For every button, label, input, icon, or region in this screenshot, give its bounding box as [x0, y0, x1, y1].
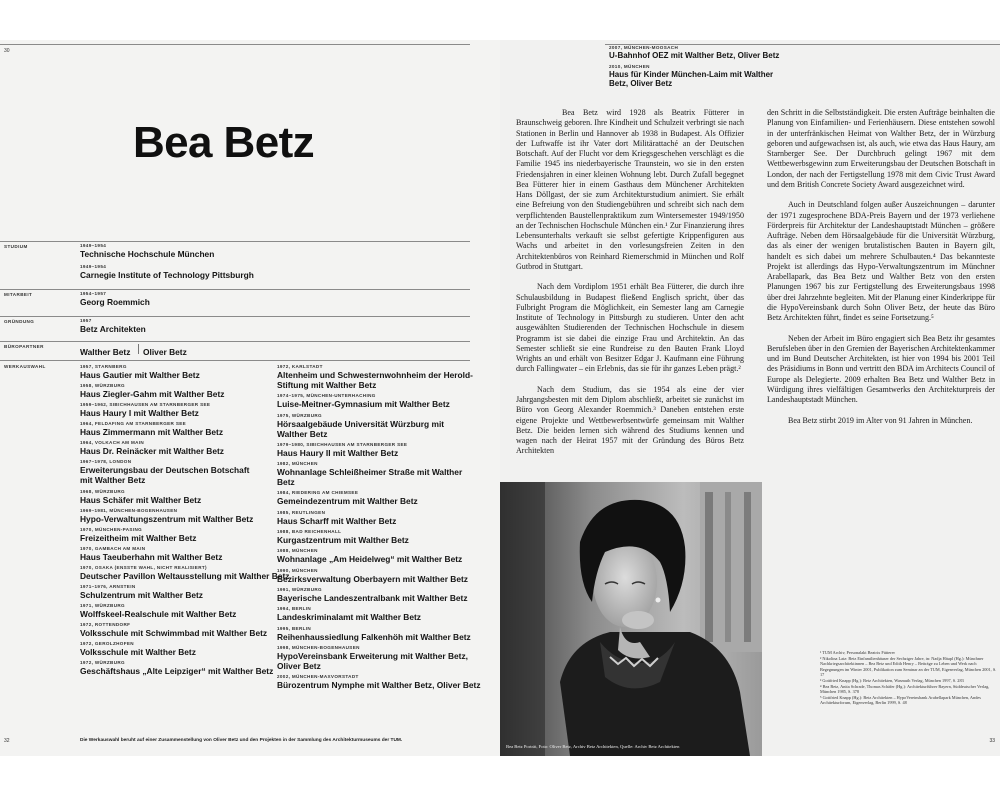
- work-item: [80, 584, 278, 600]
- work-title: Deutscher Pavillon Weltausstellung mit Walther Betz: [80, 570, 290, 581]
- work-item: [277, 645, 477, 671]
- work-meta: 1990, MÜNCHEN: [277, 567, 318, 573]
- work-title: Haus für Kinder München-Laim mit Walther Betz, Oliver Betz: [609, 69, 774, 89]
- work-meta: 1974–1975, MÜNCHEN-UNTERHACHING: [277, 393, 376, 399]
- paragraph: Nach dem Vordiplom 1951 erhält Bea Fütterer, die durch ihre Schulausbildung in Budapest fließend Englisch spricht, über das Fulbright Program die Möglichkeit, ein Semester lang am Carnegie Institute of Technology in Pittsburgh zu studieren. Unter den acht ausgewählten Studierenden der Technischen Hochschule in diesem Programm ist sie dabei die einzige Frau und Architektin. An das Semester schließt sie eine Rundreise zu den Bauten Frank Lloyd Wrights an und erhält von Besitzer Edgar J. Kaufmann eine Führung durch Fallingwater – ein Erlebnis, das sie für ihr ganzes Leben prägt.²: [516, 282, 744, 374]
- work-meta: 1998, MÜNCHEN-BOGENHAUSEN: [277, 644, 360, 650]
- endnote: ⁵ Gottfried Knapp (Hg.): Betz Architekten – HypoVereinsbank Arabellapark München, Andes Architekturforum, Eigenverlag, Berlin 1999, S. 48: [820, 694, 981, 706]
- entry-meta: 1954–1957: [80, 291, 107, 296]
- work-title: Luise-Meitner-Gymnasium mit Walther Betz: [277, 399, 450, 410]
- work-title: Haus Scharff mit Walther Betz: [277, 515, 397, 526]
- work-title: Freizeitheim mit Walther Betz: [80, 532, 197, 543]
- entry-meta: 1957: [80, 318, 92, 323]
- book-spread: [0, 40, 1000, 756]
- work-item: [277, 529, 477, 545]
- work-item: [277, 568, 477, 584]
- entry-meta: 1949–1954: [80, 264, 107, 269]
- work-title: Haus Ziegler-Gahm mit Walther Betz: [80, 389, 225, 400]
- work-item: [277, 587, 477, 603]
- work-item: [277, 626, 477, 642]
- work-item: [277, 674, 481, 691]
- biography-column-1: [516, 108, 744, 467]
- paragraph: Bea Betz stirbt 2019 im Alter von 91 Jahren in München.: [788, 415, 973, 425]
- entry-text: Technische Hochschule München: [80, 249, 215, 259]
- section-label-mitarbeit: MITARBEIT: [4, 292, 33, 297]
- work-item: [277, 393, 477, 409]
- partner-name: Walther Betz: [80, 347, 131, 357]
- work-item: [80, 641, 278, 657]
- work-title: Bürozentrum Nymphe mit Walther Betz, Oliver Betz: [277, 680, 481, 691]
- work-title: Wohnanlage Schleißheimer Straße mit Walther Betz: [277, 467, 463, 488]
- work-item: [80, 546, 278, 562]
- page-number-top: 30: [4, 48, 10, 54]
- work-title: Altenheim und Schwesternwohnheim der Herold-Stiftung mit Walther Betz: [277, 370, 473, 390]
- work-meta: 1985, REUTLINGEN: [277, 509, 326, 515]
- work-meta: 1971–1976, ARNSTEIN: [80, 584, 136, 590]
- work-item: [80, 402, 278, 418]
- work-title: Hörsaalgebäude Universität Würzburg mit Walther Betz: [277, 418, 445, 439]
- work-meta: 2002, MÜNCHEN-MAXVORSTADT: [277, 674, 359, 680]
- work-meta: 1964, FELDAFING AM STARNBERGER SEE: [80, 421, 187, 427]
- work-meta: 1975, WÜRZBURG: [277, 412, 322, 418]
- work-title: Landeskriminalamt mit Walther Betz: [277, 612, 421, 623]
- work-title: Schulzentrum mit Walther Betz: [80, 590, 203, 601]
- works-continued: [609, 45, 809, 92]
- work-item: [277, 364, 477, 390]
- works-footnote: Die Werkauswahl beruht auf einer Zusammenstellung von Oliver Betz und den Projekten in der Sammlung des Architekturmuseums der TUM.: [80, 738, 403, 743]
- work-meta: 1972, WÜRZBURG: [80, 660, 125, 666]
- endnote: ⁴ Bea Betz, Anita Schrade, Thomas Schäfer (Hg.): Architekturführer Bayern, Süddeutscher Verlag, München 1985, S. 378: [820, 683, 990, 695]
- gruendung-entry: [80, 318, 275, 334]
- work-meta: 1982, MÜNCHEN: [277, 461, 318, 467]
- work-item: [80, 622, 278, 638]
- work-item: [80, 364, 278, 380]
- work-meta: 1970, OSAKA (ENSSTE WAHL, NICHT REALISIERT): [80, 564, 207, 570]
- work-title: Reihenhaussiedlung Falkenhöh mit Walther Betz: [277, 631, 471, 642]
- work-title: Haus Gautier mit Walther Betz: [80, 370, 200, 380]
- paragraph: Bea Betz wird 1928 als Beatrix Fütterer in Braunschweig geboren. Ihre Kindheit und Schulzeit verbringt sie nach Stationen in Berlin und Hannover ab 1938 in Budapest. Als Offizier der Luftwaffe ist ihr Vater dort Militärattaché an der Deutschen Botschaft. Auf der Flucht vor dem Kriegsgeschehen verschlägt es die Familie 1945 ins niederbayerische Traunstein, wo sie in den ersten Friedensjahren in einer kleinen Wohnung lebt. Durch Zufall begegnet Bea Fütterer hier in einem Gasthaus dem Münchener Architekten Hans Döllgast, der sie zum Architekturstudium animiert. Sie erhält eine Befreiung von den Studiengebühren und schreibt sich nach dem verpflichtenden Baustellenpraktikum zum Wintersemester 1949/1950 an der Technischen Hochschule München ein.¹ Zur Finanzierung ihres Lebensunterhalts verkauft sie selbst gefertigte Krippenfiguren aus Wachs und arbeitet in den vorlesungsfreien Zeiten in den Architektenbüros von Reinhard Riemerschmid in München und Rolf Gutbrod in Stuttgart.: [516, 108, 744, 271]
- work-meta: 1968, WÜRZBURG: [80, 488, 125, 494]
- work-title: Geschäftshaus „Alte Leipziger“ mit Walther Betz: [80, 666, 274, 677]
- work-meta: 1979–1980, SIBICHHAUSEN AM STARNBERGER SEE: [277, 441, 408, 447]
- endnote: ² Nikolina Latz: Betz Einfamilienhäuser der Sechziger Jahre, in: Nadja Häupl (Hg.): Münchner Nachkriegsarchitektinnen – Bea Betz und Edith Henry – Beiträge zu Leben und Werk nach Begegnungen im Winter 2001, Publikation zum Seminar an der TUM, Eigenverlag, München 2001, S. 17: [820, 655, 997, 678]
- works-column-1: [80, 364, 290, 680]
- paragraph: Neben der Arbeit im Büro engagiert sich Bea Betz ihr gesamtes Berufsleben über in den Gremien der Bayerischen Architektenkammer und im Bund Deutscher Architekten, ist hier von 1994 bis 2001 Teil des Präsidiums in Bonn und vertritt den BDA im Architects Council of Europe als Delegierte. 2009 erhalten Bea Betz und Walther Betz in Würdigung ihres vielfältigen Gesamtwerks den Architekturpreis der Landeshauptstadt München.: [767, 333, 995, 404]
- section-label-gruendung: GRÜNDUNG: [4, 319, 35, 324]
- entry-text: Carnegie Institute of Technology Pittsburgh: [80, 270, 254, 280]
- page-number-bottom: 33: [989, 738, 995, 744]
- partner-separator: [138, 344, 139, 354]
- work-item: [80, 527, 278, 543]
- work-meta: 1972, ROTTENDORF: [80, 622, 131, 628]
- work-meta: 2007, MÜNCHEN-MOOSACH: [609, 45, 679, 50]
- work-title: Haus Taeuberhahn mit Walther Betz: [80, 551, 223, 562]
- work-title: Haus Schäfer mit Walther Betz: [80, 494, 202, 505]
- work-meta: 1972, KARLSTADT: [277, 364, 323, 369]
- work-item: [80, 508, 278, 524]
- work-title: Volksschule mit Walther Betz: [80, 647, 196, 658]
- work-title: U-Bahnhof OEZ mit Walther Betz, Oliver Betz: [609, 51, 780, 60]
- work-item: [277, 413, 477, 439]
- work-title: Bayerische Landeszentralbank mit Walther Betz: [277, 592, 468, 603]
- section-divider: [0, 241, 470, 242]
- section-divider: [0, 360, 470, 361]
- work-item: [80, 603, 278, 619]
- work-meta: 1957, STARNBERG: [80, 364, 127, 369]
- work-meta: 1958, WÜRZBURG: [80, 383, 125, 389]
- work-title: HypoVereinsbank Erweiterung mit Walther Betz, Oliver Betz: [277, 650, 468, 671]
- work-item: [277, 442, 477, 458]
- portrait-image: [500, 482, 762, 756]
- work-meta: 1959–1962, SIBICHHAUSEN AM STARNBERGER SEE: [80, 402, 211, 408]
- work-item: [277, 548, 477, 564]
- section-label-bueropartner: BÜROPARTNER: [4, 344, 44, 349]
- works-column-2: [277, 364, 481, 693]
- biography-column-2: [767, 108, 995, 436]
- work-item: [277, 606, 477, 622]
- work-item: [277, 490, 477, 506]
- work-title: Erweiterungsbau der Deutschen Botschaft mit Walther Betz: [80, 465, 250, 486]
- studium-entry: [80, 264, 275, 280]
- work-meta: 1967–1978, LONDON: [80, 459, 132, 465]
- work-item: [80, 440, 278, 456]
- work-meta: 1984, RIEDERING AM CHIEMSEE: [277, 490, 359, 496]
- work-meta: 1970, MÜNCHEN-PASING: [80, 526, 143, 532]
- endnotes: [820, 650, 1000, 706]
- portrait-photo: [500, 482, 762, 756]
- endnote: ¹ TUM Archiv, Personalakt Beatrix Fütterer: [820, 650, 895, 655]
- photo-caption: Bea Betz Porträt, Foto: Oliver Betz, Archiv Betz Architekten, Quelle: Archiv Betz Architekten: [506, 744, 680, 749]
- work-meta: 2010, MÜNCHEN: [609, 63, 650, 69]
- work-title: Wolffskeel-Realschule mit Walther Betz: [80, 609, 237, 620]
- section-label-werkauswahl: WERKAUSWAHL: [4, 364, 46, 369]
- work-title: Haus Haury I mit Walther Betz: [80, 408, 199, 419]
- work-item: [277, 461, 477, 487]
- entry-text: Georg Roemmich: [80, 297, 150, 307]
- entry-meta: 1949–1954: [80, 243, 107, 248]
- work-meta: 1969–1981, MÜNCHEN-BOGENHAUSEN: [80, 507, 178, 513]
- work-item: [80, 489, 278, 505]
- work-title: Wohnanlage „Am Heidelweg“ mit Walther Betz: [277, 554, 463, 565]
- work-meta: 1995, BERLIN: [277, 625, 312, 631]
- section-divider: [0, 341, 470, 342]
- work-title: Kurgastzentrum mit Walther Betz: [277, 535, 409, 546]
- work-item: [80, 421, 278, 437]
- work-meta: 1972, GEROLZHOFEN: [80, 641, 134, 647]
- paragraph: Nach dem Studium, das sie 1954 als eine der vier Jahrgangsbesten mit dem Diplom abschließt, arbeitet sie zunächst im Büro von Georg Alexander Roemmich.³ Daneben entstehen erste eigene Projekte und Wettbewerbsentwürfe gemeinsam mit Walther Betz. Die beiden lernen sich während des Studiums kennen und wagen nach der Heirat 1957 mit der Gründung des Büros Betz Architekten: [516, 384, 744, 456]
- paragraph: den Schritt in die Selbstständigkeit. Die ersten Aufträge beinhalten die Planung von Einfamilien- und Ferienhäusern. Diese entstehen sowohl in der unterfränkischen Heimat von Walther Betz, der in Würzburg geboren und aufgewachsen ist, als auch, wie etwa das Haus Haury, am Starnberger See. Der Durchbruch gelingt 1967 mit dem Wettbewerbsgewinn zum Erweiterungsbau der Deutschen Botschaft in London, der nach der Fertigstellung 1978 mit dem Civic Trust Award und dem British Concrete Society Award ausgezeichnet wird.: [767, 108, 995, 189]
- paragraph: Auch in Deutschland folgen außer Auszeichnungen – darunter der 1971 zugesprochene BDA-Preis Bayern und der 1973 verliehene Förderpreis für Architektur der Landeshauptstadt München – größere Aufträge. Neben dem Hörsaalgebäude für die Universität Würzburg, das als einer der wenigen brutalistischen Bauten in Bayern gilt, handelt es sich dabei um mehrere Schulbauten.⁴ Das bekannteste Projekt ist allerdings das Hypo-Verwaltungszentrum im Münchner Arabellapark, das Bea Betz und Walther Betz von den ersten Planungen 1967 bis zur Fertigstellung des Erweiterungsbaus 1998 über drei Jahrzehnte begleiten. Mit der Planung einer Kinderkrippe für die HypoVereinsbank durch Sohn Oliver Betz, der heute das Büro Betz Architekten führt, findet es seine Fortsetzung.⁵: [767, 200, 995, 322]
- top-rule: [0, 44, 470, 45]
- work-title: Gemeindezentrum mit Walther Betz: [277, 496, 418, 507]
- work-title: Bezirksverwaltung Oberbayern mit Walther Betz: [277, 573, 468, 584]
- studium-entry: [80, 243, 275, 259]
- entry-text: Betz Architekten: [80, 324, 146, 334]
- work-title: Haus Zimmermann mit Walther Betz: [80, 427, 224, 438]
- work-meta: 1988, MÜNCHEN: [277, 548, 318, 554]
- page-title: Bea Betz: [133, 118, 315, 167]
- page-number-bottom: 32: [4, 738, 10, 744]
- work-item: [277, 510, 477, 526]
- work-item: [80, 383, 278, 399]
- mitarbeit-entry: [80, 291, 275, 307]
- section-divider: [0, 289, 470, 290]
- right-page: [500, 40, 1000, 756]
- work-meta: 1971, WÜRZBURG: [80, 603, 125, 609]
- work-meta: 1994, BERLIN: [277, 606, 312, 612]
- work-meta: 1964, VOLKACH AM MAIN: [80, 440, 145, 446]
- work-item: [609, 64, 809, 89]
- section-divider: [0, 316, 470, 317]
- left-page: [0, 40, 500, 756]
- work-item: [80, 564, 290, 581]
- partner-name: Oliver Betz: [143, 347, 187, 357]
- work-title: Haus Haury II mit Walther Betz: [277, 447, 399, 458]
- endnote: ³ Gottfried Knapp (Hg.): Betz Architekten, Wasmuth Verlag, München 1997, S. 283: [820, 677, 964, 683]
- work-title: Haus Dr. Reinäcker mit Walther Betz: [80, 446, 224, 457]
- work-item: [80, 459, 278, 485]
- work-item: [80, 660, 278, 676]
- work-meta: 1970, GAMBACH AM MAIN: [80, 545, 146, 551]
- section-label-studium: STUDIUM: [4, 244, 28, 249]
- work-meta: 1991, WÜRZBURG: [277, 586, 322, 592]
- work-item: [609, 45, 809, 61]
- work-title: Hypo-Verwaltungszentrum mit Walther Betz: [80, 513, 254, 524]
- work-meta: 1988, BAD REICHENHALL: [277, 529, 342, 535]
- work-title: Volksschule mit Schwimmbad mit Walther Betz: [80, 628, 268, 639]
